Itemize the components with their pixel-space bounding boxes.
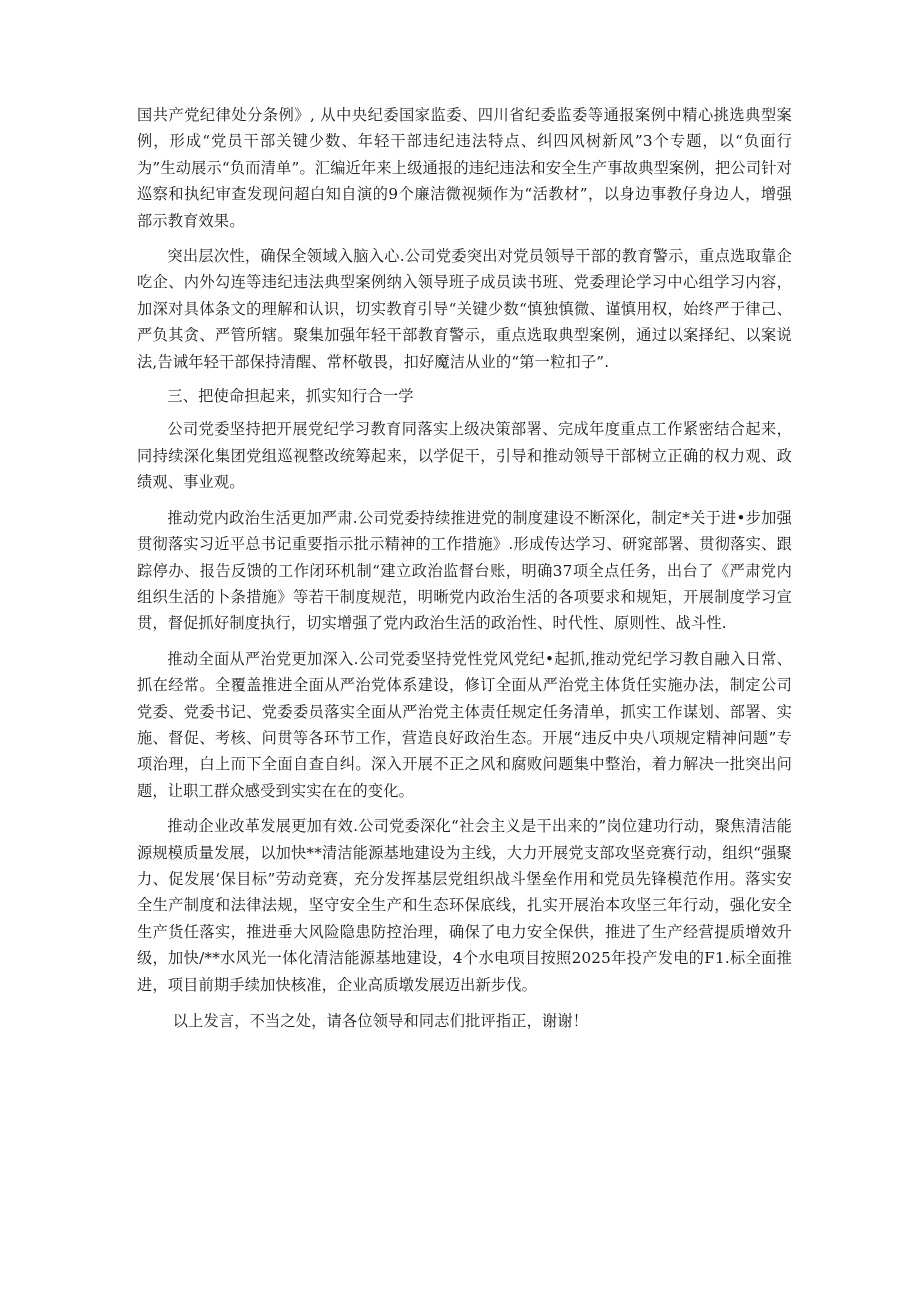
paragraph-strict-governance: 推动全面从严治党更加深入.公司党委坚持党性党风党纪•起抓,推动党纪学习教自融入日常、抓在经常。全覆盖推进全面从严治党体系建设，修订全面从严治党主体货任实施办法，制定公司党委、党委书记、党委委员落实全面从严治党主体责任规定任务清单，抓实工作谋划、部署、实施、督促、考核、问贯等各环节工作，营造良好政治生态。开展“违反中央八项规定精神问题”专项治理，白上而下全面自查自纠。深入开展不正之风和腐败问题集中整治，着力解决一批突出问题，让职工群众感受到实实在在的变化。 bbox=[137, 649, 792, 800]
paragraph-intro: 公司党委坚持把开展党纪学习教育同落实上级决策部署、完成年度重点工作紧密结合起来，同持续深化集团党组巡视整改统筹起来，以学促干，引导和推动领导干部树立正确的权力观、政绩观、事业观。 bbox=[137, 420, 792, 492]
paragraph-hierarchy: 突出层次性，确保全领域入脑入心.公司党委突出对党员领导干部的教育警示，重点选取靠企吃企、内外勾连等违纪违法典型案例纳入领导班子成员读书班、党委理论学习中心组学习内容，加深对具体条文的理解和认识，切实教育引导“关键少数“慎独慎微、谨慎用权，始终严于律己、严负其贪、严管所辖。聚集加强年轻干部教育警示，重点选取典型案例，通过以案择纪、以案说法,告诫年轻干部保持清醒、常杯敬畏，扣好魔洁从业的“第一粒扣子”. bbox=[137, 247, 792, 371]
paragraph-closing: 以上发言，不当之处，请各位领导和同志们批评指正，谢谢！ bbox=[172, 1012, 589, 1030]
document-page bbox=[137, 102, 792, 1034]
section-heading-three: 三、把使命担起来，抓实知行合一学 bbox=[167, 387, 414, 406]
paragraph-continuation: 国共产党纪律处分条例》, 从中央纪委国家监委、四川省纪委监委等通报案例中精心挑选典型案例，形成“党员干部关键少数、年轻干部违纪违法特点、纠四风树新风”3个专题，以“负面行为”生动展示“负而清单”。汇编近年来上级通报的违纪违法和安全生产事故典型案例，把公司针对巡察和执纪审查发现问超白知自演的9个廉洁微视频作为“活教材”，以身边事教仔身边人，增强部示教育效果。 bbox=[137, 106, 792, 230]
paragraph-reform-development: 推动企业改革发展更加有效.公司党委深化“社会主义是干出来的”岗位建功行动，聚焦清洁能源规模质量发展，以加快**清洁能源基地建设为主线，大力开展党支部攻坚竞赛行动，组织“强聚力、促发展‘保目标”劳动竞赛，充分发挥基层党组织战斗堡垒作用和党员先锋模范作用。落实安全生产制度和法律法规，坚守安全生产和生态环保底线，扎实开展治本攻坚三年行动，强化安全生产货任落实，推进垂大风险隐患防控治理，确保了电力安全保供，推进了生产经营提质增效升级，加快/**水风光一体化清洁能源基地建设，4个水电项目按照2025年投产发电的F1.标全面推进，项目前期手续加快核准，企业高质墩发展迈出新步伐。 bbox=[137, 817, 792, 994]
paragraph-political-life: 推动党内政治生活更加严肃.公司党委持续推进党的制度建设不断深化，制定*关于进•步加强贯彻落实习近平总书记重要指示批示精神的工作措施》.形成传达学习、研窕部署、贯彻落实、跟踪停办、报告反馈的工作闭环机制“建立政治监督台账，明确37项全点任务，出台了《严肃党内组织生活的卜条措施》等若干制度规范，明晰党内政治生活的各项要求和规矩，开展制度学习宣贯，督促抓好制度执行，切实增强了党内政治生活的政治性、时代性、原则性、战斗性. bbox=[137, 508, 792, 633]
